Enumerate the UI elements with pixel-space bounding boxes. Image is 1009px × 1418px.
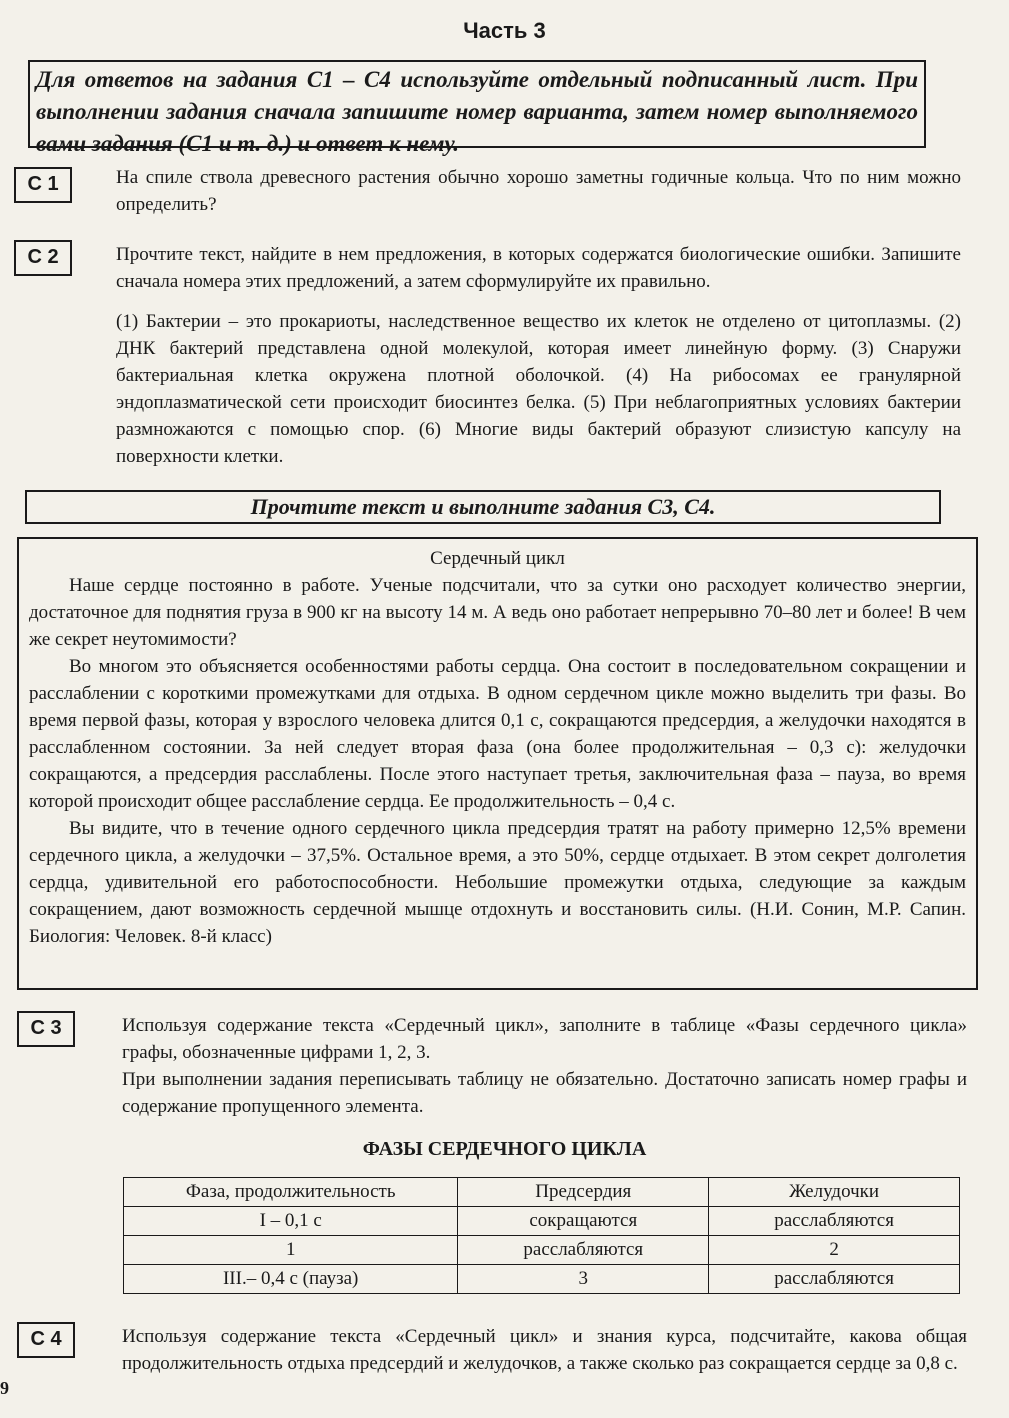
task-label-c1: С 1 <box>14 167 72 203</box>
reading-paragraph-3: Вы видите, что в течение одного сердечного цикла предсердия тратят на работу примерно 12,5% времени сердечного цикла, а желудочки – 37,5%. Остальное время, а это 50%, сердце отдыхает. В этом секрет долголетия сердца, удивительной его работоспособности. Небольшие промежутки отдыха, следующие за каждым сокращением, дают возможность сердечной мышце отдохнуть и восстановить силы. (Н.И. Сонин, М.Р. Сапин. Биология: Человек. 8-й класс) <box>29 818 966 947</box>
table-cell: 2 <box>709 1236 960 1265</box>
table-cell: 3 <box>458 1265 709 1294</box>
table-cell: I – 0,1 с <box>124 1207 458 1236</box>
reading-text-box <box>17 537 978 990</box>
table-header-row <box>124 1178 960 1207</box>
table-title: ФАЗЫ СЕРДЕЧНОГО ЦИКЛА <box>362 1138 647 1160</box>
page-title: Часть 3 <box>463 18 546 43</box>
table-row <box>124 1236 960 1265</box>
reading-paragraph-1: Наше сердце постоянно в работе. Ученые подсчитали, что за сутки оно расходует количество энергии, достаточное для поднятия груза в 900 кг на высоту 14 м. А ведь оно работает непрерывно 70–80 лет и более! В чем же секрет неутомимости? <box>29 575 966 650</box>
task-c2-text: Прочтите текст, найдите в нем предложения, в которых содержатся биологические ошибки. Запишите сначала номера этих предложений, а затем сформулируйте их правильно. <box>116 244 961 292</box>
task-c4-text: Используя содержание текста «Сердечный цикл» и знания курса, подсчитайте, какова общая продолжительность отдыха предсердий и желудочков, а также сколько раз сокращается сердце за 0,8 с. <box>122 1326 967 1374</box>
table-header-cell: Фаза, продолжительность <box>124 1178 458 1207</box>
table-cell: сокращаются <box>458 1207 709 1236</box>
page-number: 9 <box>0 1378 9 1398</box>
table-cell: расслабляются <box>458 1236 709 1265</box>
table-row <box>124 1207 960 1236</box>
table-cell: расслабляются <box>709 1265 960 1294</box>
table-cell: 1 <box>124 1236 458 1265</box>
table-cell: расслабляются <box>709 1207 960 1236</box>
reading-paragraph-2: Во многом это объясняется особенностями работы сердца. Она состоит в последовательном сокращении и расслаблении с короткими промежутками для отдыха. В одном сердечном цикле можно выделить три фазы. Во время первой фазы, которая у взрослого человека длится 0,1 с, сокращаются предсердия, а желудочки находятся в расслабленном состоянии. За ней следует вторая фаза (она более продолжительная – 0,3 с): желудочки сокращаются, а предсердия расслаблены. После этого наступает третья, заключительная фаза – пауза, во время которой происходит общее расслабление сердца. Ее продолжительность – 0,4 с. <box>29 656 966 812</box>
reading-heading: Сердечный цикл <box>430 548 565 569</box>
task-c2-passage: (1) Бактерии – это прокариоты, наследственное вещество их клеток не отделено от цитоплазмы. (2) ДНК бактерий представлена одной молекулой, которая имеет линейную форму. (3) Снаружи бактериальная клетка окружена плотной оболочкой. (4) На рибосомах ее гранулярной эндоплазматической сети происходит биосинтез белка. (5) При неблагоприятных условиях бактерии размножаются с помощью спор. (6) Многие виды бактерий образуют слизистую капсулу на поверхности клетки. <box>116 311 961 467</box>
read-text-banner: Прочтите текст и выполните задания С3, С4. <box>25 490 941 524</box>
table-header-cell: Желудочки <box>709 1178 960 1207</box>
phases-table <box>123 1177 960 1294</box>
table-cell: III.– 0,4 с (пауза) <box>124 1265 458 1294</box>
task-label-c3: С 3 <box>17 1011 75 1047</box>
instruction-box: Для ответов на задания С1 – С4 используйте отдельный подписанный лист. При выполнении задания сначала запишите номер варианта, затем номер выполняемого вами задания (С1 и т. д.) и ответ к нему. <box>28 60 926 148</box>
task-c3-text-2: При выполнении задания переписывать таблицу не обязательно. Достаточно записать номер графы и содержание пропущенного элемента. <box>122 1069 967 1117</box>
task-label-c4: С 4 <box>17 1322 75 1358</box>
task-c3-text-1: Используя содержание текста «Сердечный цикл», заполните в таблице «Фазы сердечного цикла» графы, обозначенные цифрами 1, 2, 3. <box>122 1015 967 1063</box>
table-header-cell: Предсердия <box>458 1178 709 1207</box>
task-c1-text: На спиле ствола древесного растения обычно хорошо заметны годичные кольца. Что по ним можно определить? <box>116 167 961 215</box>
task-label-c2: С 2 <box>14 240 72 276</box>
table-row <box>124 1265 960 1294</box>
